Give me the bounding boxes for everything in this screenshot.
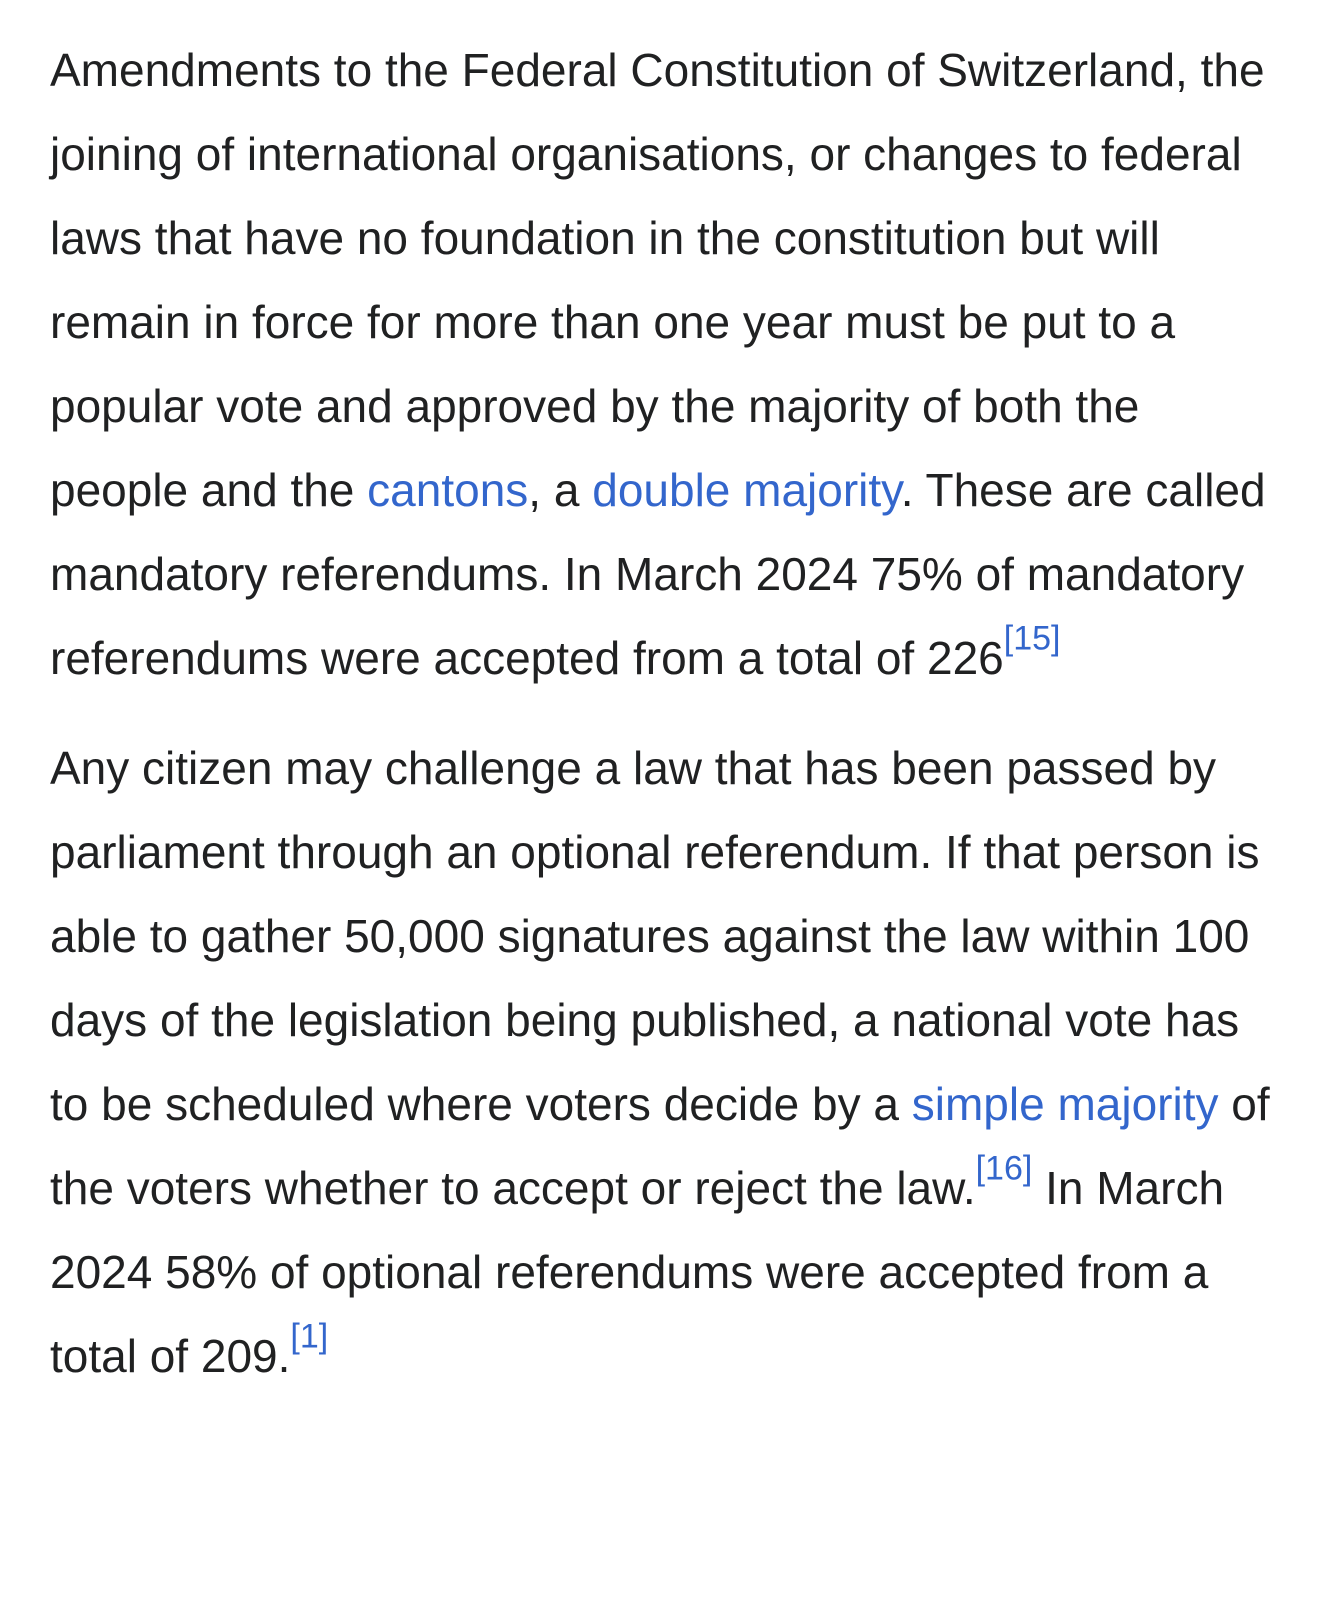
citation-link-15[interactable]: [15] [1003, 619, 1061, 658]
paragraph-text: of the voters whether to accept or reject the law. [50, 1078, 1270, 1214]
paragraph-text: Any citizen may challenge a law that has been passed by parliament through an optional referendum. If that person is able to gather 50,000 signatures against the law within 100 days of the legislation being published, a national vote has to be scheduled where voters decide by a [50, 742, 1260, 1130]
citation-1 [290, 1318, 328, 1356]
citation-link-1[interactable]: [1] [290, 1317, 329, 1356]
paragraph-text: Amendments to the Federal Constitution of Switzerland, the joining of international organisations, or changes to federal laws that have no foundation in the constitution but will remain in force for more than one year must be put to a popular vote and approved by the majority of both the people and the [50, 44, 1265, 516]
link-double-majority[interactable]: double majority [592, 464, 901, 516]
paragraph-text: . These are called mandatory referendums. In March 2024 75% of mandatory referendums were accepted from a total of 226 [50, 464, 1266, 684]
paragraph-mandatory-referendums [50, 28, 1270, 700]
link-simple-majority[interactable]: simple majority [911, 1078, 1219, 1130]
citation-15 [1004, 620, 1061, 658]
paragraph-text: , a [528, 464, 593, 516]
citation-link-16[interactable]: [16] [975, 1149, 1033, 1188]
paragraph-optional-referendums [50, 726, 1270, 1398]
link-cantons[interactable]: cantons [367, 464, 529, 516]
paragraph-text: In March 2024 58% of optional referendums were accepted from a total of 209. [50, 1162, 1225, 1382]
citation-16 [976, 1150, 1033, 1188]
